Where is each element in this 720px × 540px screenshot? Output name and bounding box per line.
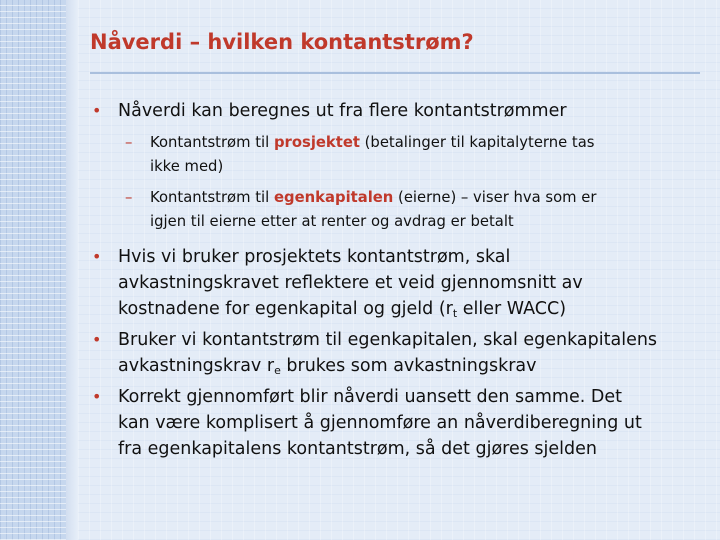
bullet-dot-icon: • [92,330,102,349]
sub-bullet-line [150,186,718,210]
subscript: e [274,364,281,377]
text-run: avkastningskrav r [118,356,275,376]
left-decorative-strip [0,0,72,540]
bullet-dot-icon: • [92,387,102,406]
bullet-line: Bruker vi kontantstrøm til egenkapitalen, skal egenkapitalens [118,330,658,350]
slide-title: Nåverdi – hvilken kontantstrøm? [90,30,474,54]
title-divider [90,72,700,74]
sub-bullet-item [90,186,718,234]
bullet-dot-icon: • [92,247,102,266]
text-run: Kontantstrøm til [150,134,274,151]
sub-bullet-line: ikke med) [150,158,224,175]
sub-bullet-dash-icon: – [125,189,133,206]
bullet-item [90,98,718,124]
text-run: brukes som avkastningskrav [280,356,537,376]
bullet-list [90,98,718,462]
bullet-item [90,244,718,322]
bullet-line [118,296,718,322]
bullet-line: kan være komplisert å gjennomføre an nåverdiberegning ut [118,413,642,433]
bullet-text: Nåverdi kan beregnes ut fra flere kontantstrømmer [118,101,567,121]
bullet-item [90,384,718,462]
text-run: (betalinger til kapitalyterne tas [359,134,595,151]
bullet-item [90,327,718,379]
highlight-term: egenkapitalen [273,189,394,206]
bullet-line: fra egenkapitalens kontantstrøm, så det gjøres sjelden [118,439,597,459]
bullet-dot-icon: • [92,101,102,120]
text-run: (eierne) – viser hva som er [393,189,597,206]
bullet-line [118,353,718,379]
sub-bullet-line [150,131,718,155]
text-run: Kontantstrøm til [150,189,274,206]
sub-bullet-item [90,131,718,179]
bullet-line: Korrekt gjennomført blir nåverdi uansett den samme. Det [118,387,622,407]
sub-bullet-line: igjen til eierne etter at renter og avdrag er betalt [150,213,514,230]
text-run: eller WACC) [457,299,567,319]
bullet-line: Hvis vi bruker prosjektets kontantstrøm, skal [118,247,511,267]
sub-bullet-dash-icon: – [125,134,133,151]
subscript: t [452,307,458,320]
bullet-line: avkastningskravet reflektere et veid gjennomsnitt av [118,273,583,293]
highlight-term: prosjektet [273,134,360,151]
text-run: kostnadene for egenkapital og gjeld (r [118,299,453,319]
